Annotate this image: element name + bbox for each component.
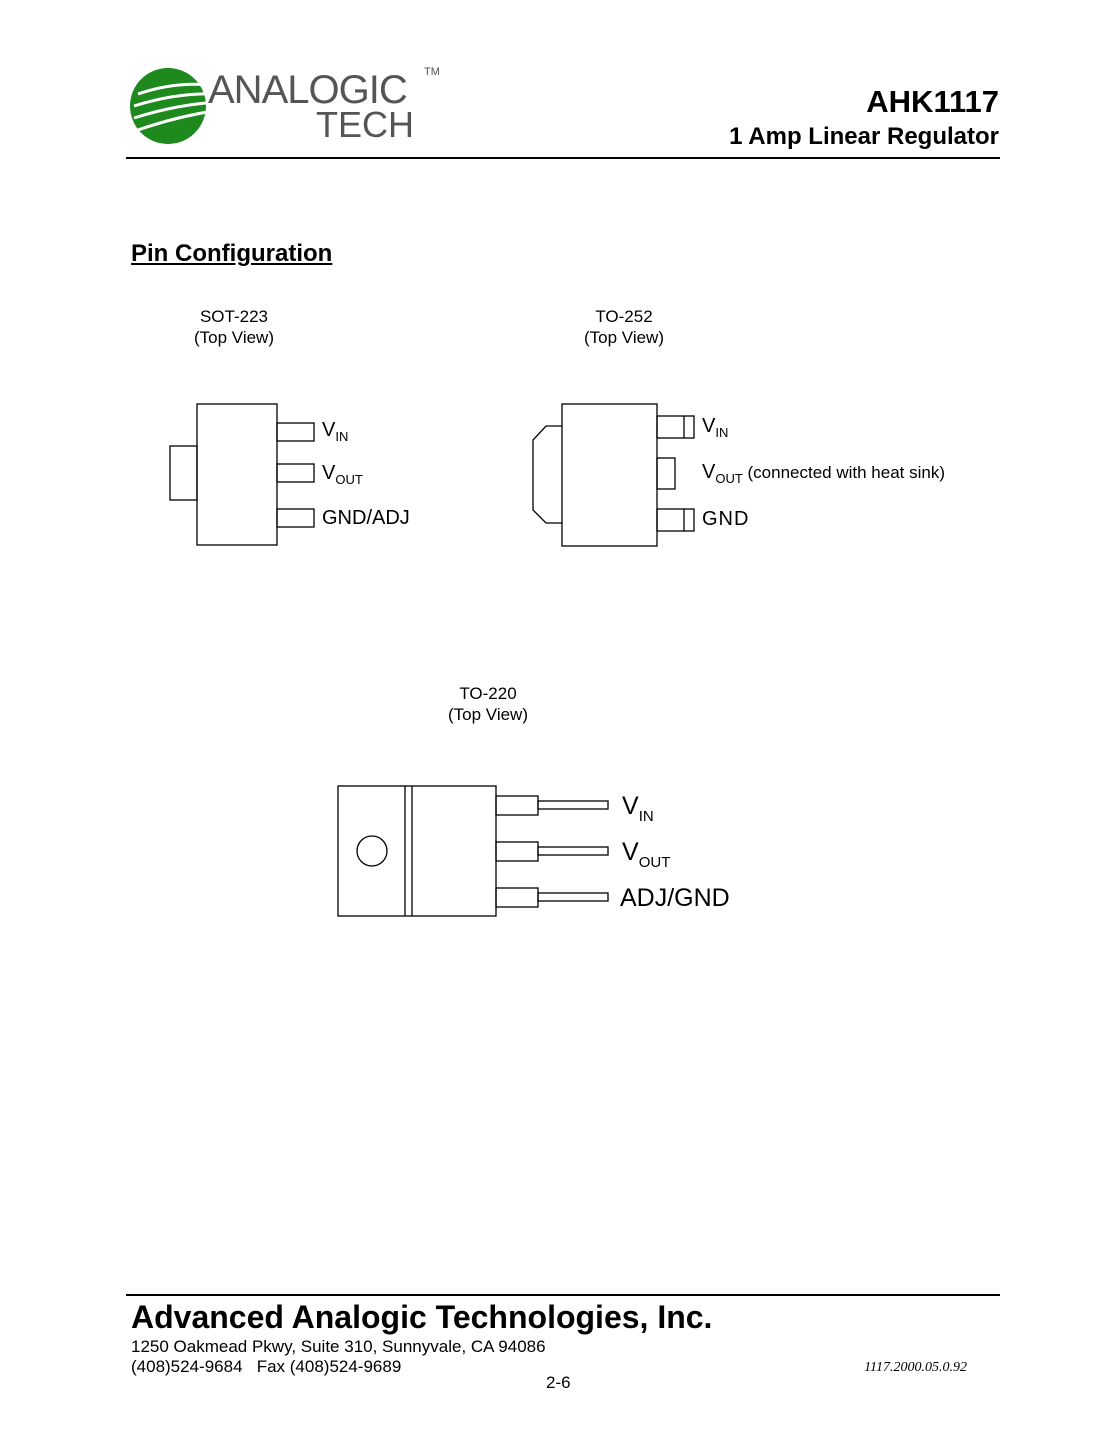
to220-body: [338, 786, 496, 916]
to220-pin-1: [496, 796, 608, 815]
to252-pin-3: [657, 509, 694, 531]
to252-pin-gnd-label: GND: [702, 508, 750, 530]
to220-pin-2: [496, 842, 608, 861]
page-number: 2-6: [546, 1373, 571, 1392]
to252-pin-1: [657, 416, 694, 438]
to220-label: [428, 683, 548, 725]
sot223-pin-vout-label: $V_{OUT}$: [322, 462, 363, 487]
to220-mounting-hole: [357, 836, 387, 866]
to252-pin-2: [657, 458, 675, 489]
to220-name: TO-220: [459, 684, 517, 703]
sot223-name: SOT-223: [199, 307, 269, 326]
sot223-view: (Top View): [194, 328, 274, 347]
sot223-label: [174, 306, 294, 348]
footer-rule: [126, 1294, 1000, 1296]
sot223-tab: [170, 446, 197, 500]
logo-text-tech: TECH: [316, 104, 414, 145]
to252-pin-vin-label: $V_{IN}$: [702, 415, 729, 440]
to220-pin-vin-label: $V_{IN}$: [622, 792, 654, 825]
to252-label: [564, 306, 684, 348]
sot223-pin-2: [277, 464, 314, 482]
company-phone: (408)524-9684 Fax (408)524-9689: [131, 1357, 402, 1376]
sot223-pin-vin-label: $V_{IN}$: [322, 419, 349, 444]
to252-body: [562, 404, 657, 546]
to220-pin-3: [496, 888, 608, 907]
logo-text-analogic: ANALOGIC: [208, 68, 407, 112]
sot223-pin-3: [277, 509, 314, 527]
sot223-body: [197, 404, 277, 545]
sot223-pin-1: [277, 423, 314, 441]
to220-pin-adj-label: ADJ/GND: [620, 884, 730, 912]
part-subtitle: 1 Amp Linear Regulator: [729, 123, 999, 150]
company-address: 1250 Oakmead Pkwy, Suite 310, Sunnyvale, CA 94086: [131, 1337, 546, 1356]
logo-trademark: TM: [424, 66, 440, 78]
company-name: Advanced Analogic Technologies, Inc.: [131, 1299, 713, 1335]
to252-pin-vout-label: $V_{OUT}$ (connected with heat sink): [702, 461, 946, 486]
document-code: 1117.2000.05.0.92: [864, 1360, 967, 1375]
sot223-pin-gnd-label: GND/ADJ: [322, 507, 410, 529]
to220-view: (Top View): [448, 705, 528, 724]
to252-heatsink-tab: [533, 426, 562, 523]
to252-view: (Top View): [584, 328, 664, 347]
section-title: Pin Configuration: [131, 240, 333, 267]
to220-pin-vout-label: $V_{OUT}$: [622, 838, 671, 871]
part-number: AHK1117: [866, 84, 999, 119]
to252-name: TO-252: [595, 307, 653, 326]
